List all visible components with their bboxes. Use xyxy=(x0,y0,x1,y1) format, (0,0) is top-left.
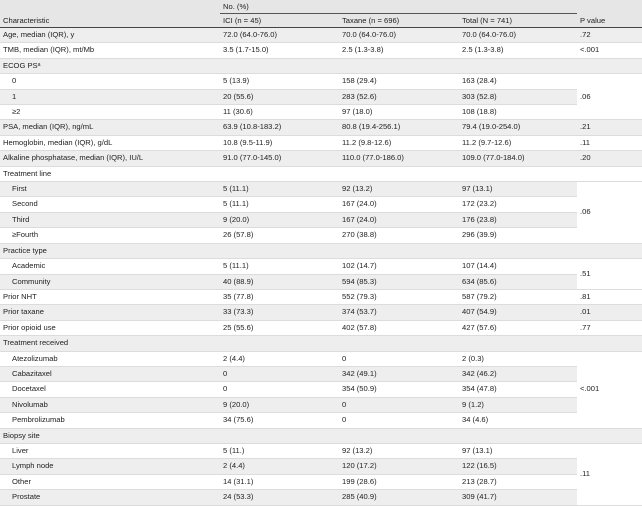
cell-taxane: 97 (18.0) xyxy=(339,105,459,120)
cell-taxane: 0 xyxy=(339,397,459,412)
cell-p-value xyxy=(577,336,642,351)
table-body xyxy=(0,28,642,506)
row-label: Community xyxy=(0,274,220,289)
cell-ici: 20 (55.6) xyxy=(220,89,339,104)
table-row xyxy=(0,120,642,135)
row-label: Age, median (IQR), y xyxy=(0,28,220,43)
row-label: Alkaline phosphatase, median (IQR), IU/L xyxy=(0,151,220,166)
row-label: Treatment line xyxy=(0,166,220,181)
cell-taxane: 283 (52.6) xyxy=(339,89,459,104)
row-label: Nivolumab xyxy=(0,397,220,412)
header-ici: ICI (n = 45) xyxy=(220,14,339,28)
row-label: TMB, median (IQR), mt/Mb xyxy=(0,43,220,58)
cell-total xyxy=(459,243,577,258)
table-row xyxy=(0,428,642,443)
header-p-value: P value xyxy=(577,14,642,28)
cell-total: 97 (13.1) xyxy=(459,182,577,197)
row-label: Practice type xyxy=(0,243,220,258)
header-blank xyxy=(0,0,220,14)
cell-ici xyxy=(220,336,339,351)
table-row xyxy=(0,413,642,428)
cell-taxane: 594 (85.3) xyxy=(339,274,459,289)
table-row xyxy=(0,474,642,489)
cell-ici: 5 (11.1) xyxy=(220,182,339,197)
cell-ici: 9 (20.0) xyxy=(220,397,339,412)
cell-p-value-biopsy-site: .11 xyxy=(577,443,642,505)
cell-total xyxy=(459,428,577,443)
cell-total: 107 (14.4) xyxy=(459,259,577,274)
cell-taxane: 80.8 (19.4-256.1) xyxy=(339,120,459,135)
table-row xyxy=(0,289,642,304)
cell-taxane: 167 (24.0) xyxy=(339,212,459,227)
table-row xyxy=(0,74,642,89)
cell-ici: 0 xyxy=(220,366,339,381)
cell-taxane xyxy=(339,336,459,351)
cell-ici: 5 (11.1) xyxy=(220,197,339,212)
cell-taxane: 2.5 (1.3-3.8) xyxy=(339,43,459,58)
cell-ici: 9 (20.0) xyxy=(220,212,339,227)
table-row xyxy=(0,259,642,274)
cell-total: 176 (23.8) xyxy=(459,212,577,227)
cell-total: 2.5 (1.3-3.8) xyxy=(459,43,577,58)
header-blank-p xyxy=(577,0,642,14)
cell-p-value xyxy=(577,243,642,258)
cell-total: 213 (28.7) xyxy=(459,474,577,489)
table-row xyxy=(0,105,642,120)
row-label: ≥Fourth xyxy=(0,228,220,243)
row-label: Pembrolizumab xyxy=(0,413,220,428)
cell-p-value: .21 xyxy=(577,120,642,135)
row-label: First xyxy=(0,182,220,197)
table-row xyxy=(0,351,642,366)
cell-taxane: 11.2 (9.8-12.6) xyxy=(339,135,459,150)
row-label: 1 xyxy=(0,89,220,104)
header-total: Total (N = 741) xyxy=(459,14,577,28)
cell-ici xyxy=(220,243,339,258)
cell-p-value: .72 xyxy=(577,28,642,43)
table-row xyxy=(0,382,642,397)
cell-total: 11.2 (9.7-12.6) xyxy=(459,135,577,150)
table-row xyxy=(0,305,642,320)
cell-taxane: 92 (13.2) xyxy=(339,443,459,458)
cell-taxane: 92 (13.2) xyxy=(339,182,459,197)
cell-p-value: .20 xyxy=(577,151,642,166)
cell-ici: 40 (88.9) xyxy=(220,274,339,289)
cell-total: 354 (47.8) xyxy=(459,382,577,397)
cell-ici: 2 (4.4) xyxy=(220,459,339,474)
cell-taxane: 158 (29.4) xyxy=(339,74,459,89)
table-row xyxy=(0,366,642,381)
table-row xyxy=(0,336,642,351)
cell-total: 407 (54.9) xyxy=(459,305,577,320)
cell-p-value-treatment-line: .06 xyxy=(577,182,642,244)
cell-taxane: 199 (28.6) xyxy=(339,474,459,489)
cell-ici xyxy=(220,428,339,443)
cell-total: 109.0 (77.0-184.0) xyxy=(459,151,577,166)
cell-ici: 3.5 (1.7-15.0) xyxy=(220,43,339,58)
table-row xyxy=(0,397,642,412)
cell-taxane xyxy=(339,166,459,181)
cell-p-value xyxy=(577,428,642,443)
table-row xyxy=(0,490,642,505)
cell-total: 70.0 (64.0-76.0) xyxy=(459,28,577,43)
table-header xyxy=(0,0,642,28)
cell-ici xyxy=(220,166,339,181)
cell-ici: 11 (30.6) xyxy=(220,105,339,120)
cell-ici: 35 (77.8) xyxy=(220,289,339,304)
table-row xyxy=(0,58,642,73)
cell-taxane: 102 (14.7) xyxy=(339,259,459,274)
cell-total: 296 (39.9) xyxy=(459,228,577,243)
table-row xyxy=(0,151,642,166)
cell-p-value xyxy=(577,58,642,73)
cell-p-value: .11 xyxy=(577,135,642,150)
cell-taxane xyxy=(339,428,459,443)
cell-total: 108 (18.8) xyxy=(459,105,577,120)
cell-p-value-practice-type: .51 xyxy=(577,259,642,290)
row-label: Lymph node xyxy=(0,459,220,474)
table-row xyxy=(0,197,642,212)
row-label: Atezolizumab xyxy=(0,351,220,366)
cell-ici: 10.8 (9.5-11.9) xyxy=(220,135,339,150)
table-row xyxy=(0,274,642,289)
cell-total: 427 (57.6) xyxy=(459,320,577,335)
cell-p-value xyxy=(577,166,642,181)
cell-total: 97 (13.1) xyxy=(459,443,577,458)
cell-total xyxy=(459,58,577,73)
cell-total: 309 (41.7) xyxy=(459,490,577,505)
cell-p-value: .01 xyxy=(577,305,642,320)
header-characteristic: Characteristic xyxy=(0,14,220,28)
cell-p-value: <.001 xyxy=(577,43,642,58)
header-taxane: Taxane (n = 696) xyxy=(339,14,459,28)
cell-taxane: 0 xyxy=(339,413,459,428)
cell-total: 303 (52.8) xyxy=(459,89,577,104)
cell-taxane: 120 (17.2) xyxy=(339,459,459,474)
cell-total: 122 (16.5) xyxy=(459,459,577,474)
cell-total: 587 (79.2) xyxy=(459,289,577,304)
row-label: Cabazitaxel xyxy=(0,366,220,381)
cell-taxane: 285 (40.9) xyxy=(339,490,459,505)
cell-total xyxy=(459,336,577,351)
cell-ici: 26 (57.8) xyxy=(220,228,339,243)
cell-ici xyxy=(220,58,339,73)
cell-ici: 72.0 (64.0-76.0) xyxy=(220,28,339,43)
header-group-label: No. (%) xyxy=(220,0,577,14)
cell-taxane xyxy=(339,243,459,258)
row-label: Hemoglobin, median (IQR), g/dL xyxy=(0,135,220,150)
row-label: Third xyxy=(0,212,220,227)
cell-taxane: 110.0 (77.0-186.0) xyxy=(339,151,459,166)
cell-p-value-ecog: .06 xyxy=(577,74,642,120)
table-row xyxy=(0,320,642,335)
cell-ici: 34 (75.6) xyxy=(220,413,339,428)
cell-ici: 63.9 (10.8-183.2) xyxy=(220,120,339,135)
cell-ici: 5 (11.1) xyxy=(220,259,339,274)
row-label: PSA, median (IQR), ng/mL xyxy=(0,120,220,135)
table-row xyxy=(0,166,642,181)
cell-total: 2 (0.3) xyxy=(459,351,577,366)
table-row xyxy=(0,228,642,243)
cell-ici: 0 xyxy=(220,382,339,397)
row-label: Docetaxel xyxy=(0,382,220,397)
cell-ici: 24 (53.3) xyxy=(220,490,339,505)
row-label: Liver xyxy=(0,443,220,458)
table-row xyxy=(0,459,642,474)
cell-total: 79.4 (19.0-254.0) xyxy=(459,120,577,135)
cell-taxane: 342 (49.1) xyxy=(339,366,459,381)
cell-taxane: 270 (38.8) xyxy=(339,228,459,243)
row-label: Other xyxy=(0,474,220,489)
cell-total: 34 (4.6) xyxy=(459,413,577,428)
cell-taxane: 354 (50.9) xyxy=(339,382,459,397)
cell-ici: 25 (55.6) xyxy=(220,320,339,335)
row-label: Prior opioid use xyxy=(0,320,220,335)
cell-taxane: 374 (53.7) xyxy=(339,305,459,320)
row-label: Academic xyxy=(0,259,220,274)
table-row xyxy=(0,89,642,104)
table-row xyxy=(0,28,642,43)
table-row xyxy=(0,212,642,227)
row-label: Prostate xyxy=(0,490,220,505)
cell-taxane: 70.0 (64.0-76.0) xyxy=(339,28,459,43)
cell-ici: 91.0 (77.0-145.0) xyxy=(220,151,339,166)
cell-ici: 5 (11.) xyxy=(220,443,339,458)
cell-taxane: 0 xyxy=(339,351,459,366)
table-row xyxy=(0,135,642,150)
cell-total: 9 (1.2) xyxy=(459,397,577,412)
table-row xyxy=(0,243,642,258)
table-row xyxy=(0,43,642,58)
cell-taxane: 167 (24.0) xyxy=(339,197,459,212)
cell-p-value: .81 xyxy=(577,289,642,304)
cell-ici: 2 (4.4) xyxy=(220,351,339,366)
row-label: 0 xyxy=(0,74,220,89)
table-row xyxy=(0,443,642,458)
row-label: Treatment received xyxy=(0,336,220,351)
row-label: ≥2 xyxy=(0,105,220,120)
row-label: Biopsy site xyxy=(0,428,220,443)
cell-p-value-treatment-received: <.001 xyxy=(577,351,642,428)
cell-taxane xyxy=(339,58,459,73)
table-row xyxy=(0,182,642,197)
cell-total: 342 (46.2) xyxy=(459,366,577,381)
cell-ici: 14 (31.1) xyxy=(220,474,339,489)
cell-taxane: 552 (79.3) xyxy=(339,289,459,304)
cell-total xyxy=(459,166,577,181)
cell-ici: 5 (13.9) xyxy=(220,74,339,89)
row-label: Prior NHT xyxy=(0,289,220,304)
cell-ici: 33 (73.3) xyxy=(220,305,339,320)
cell-total: 172 (23.2) xyxy=(459,197,577,212)
row-label: Second xyxy=(0,197,220,212)
cell-total: 634 (85.6) xyxy=(459,274,577,289)
row-label: ECOG PSᵃ xyxy=(0,58,220,73)
row-label: Prior taxane xyxy=(0,305,220,320)
cell-p-value: .77 xyxy=(577,320,642,335)
cell-total: 163 (28.4) xyxy=(459,74,577,89)
cell-taxane: 402 (57.8) xyxy=(339,320,459,335)
